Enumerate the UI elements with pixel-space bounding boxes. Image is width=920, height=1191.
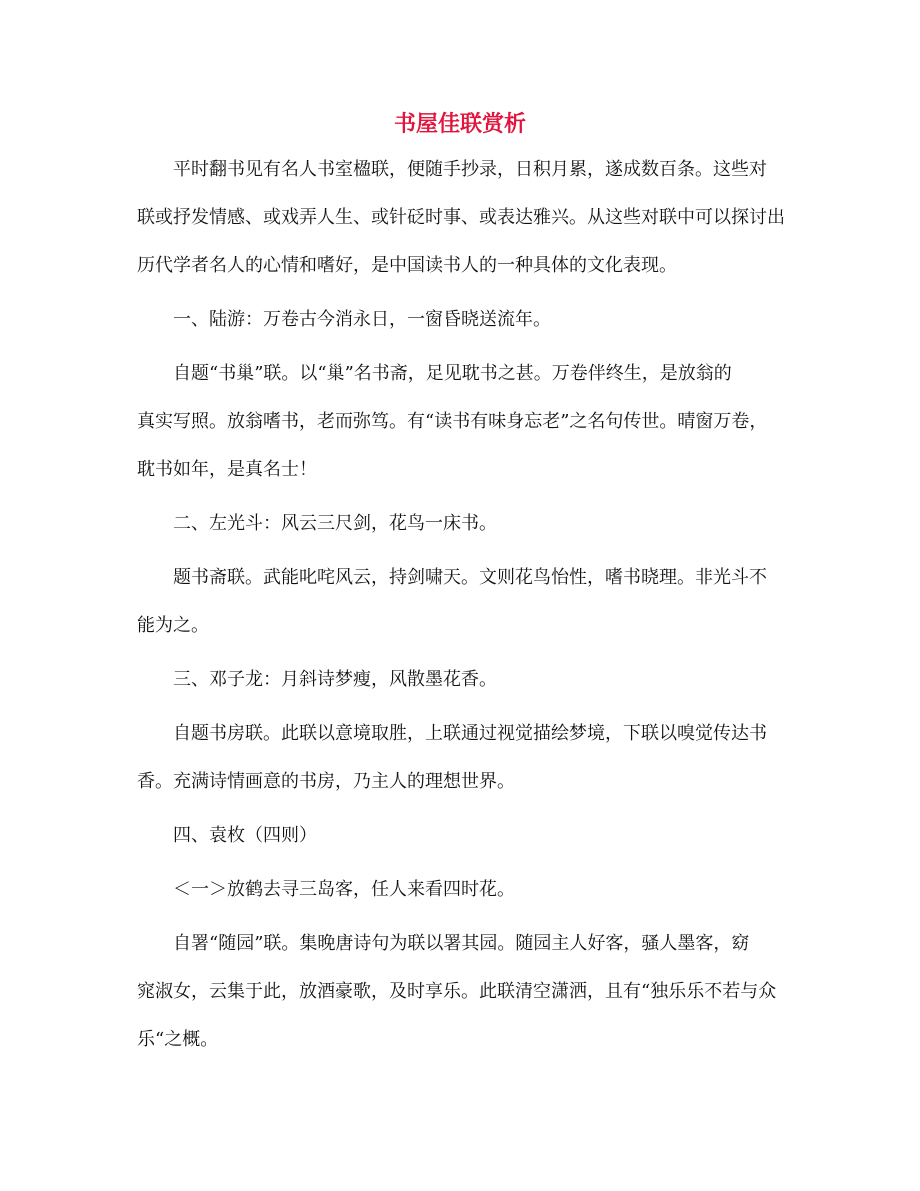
document-title: 书屋佳联赏析 [393, 112, 526, 137]
text-line: 平时翻书见有名人书室楹联，便随手抄录，日积月累，遂成数百条。这些对 [173, 159, 767, 180]
paragraph-yuan-mei-1 [137, 920, 797, 1064]
text-line: 二、左光斗：风云三尺剑，花鸟一床书。 [173, 513, 497, 534]
text-line: 一、陆游：万卷古今消永日，一窗昏晓送流年。 [173, 309, 551, 330]
text-line: ＜一＞放鹤去寻三岛客，任人来看四时花。 [173, 879, 515, 900]
text-line: 自署“随园”联。集晚唐诗句为联以署其园。随园主人好客，骚人墨客，窈 [173, 933, 750, 954]
text-line: 能为之。 [137, 615, 209, 636]
text-line: 窕淑女，云集于此，放酒豪歌，及时享乐。此联清空潇洒，且有“独乐乐不若与众 [137, 981, 777, 1002]
text-line: 三、邓子龙：月斜诗梦瘦，风散墨花香。 [173, 669, 497, 690]
paragraph-intro [137, 146, 797, 290]
text-line: 自题书房联。此联以意境取胜，上联通过视觉描绘梦境，下联以嗅觉传达书 [173, 723, 767, 744]
text-line: 四、袁枚（四则） [173, 825, 317, 846]
text-line: 题书斋联。武能叱咤风云，持剑啸天。文则花鸟怡性，嗜书晓理。非光斗不 [173, 567, 767, 588]
text-line: 真实写照。放翁嗜书，老而弥笃。有“读书有味身忘老”之名句传世。晴窗万卷， [137, 411, 768, 432]
text-line: 联或抒发情感、或戏弄人生、或针砭时事、或表达雅兴。从这些对联中可以探讨出 [137, 207, 785, 228]
heading-deng-zilong [137, 656, 797, 704]
heading-lu-you [137, 296, 797, 344]
paragraph-lu-you [137, 350, 797, 494]
paragraph-deng-zilong [137, 710, 797, 806]
paragraph-zuo-guangdou [137, 554, 797, 650]
text-line: 历代学者名人的心情和嗜好，是中国读书人的一种具体的文化表现。 [137, 255, 677, 276]
text-line: 香。充满诗情画意的书房，乃主人的理想世界。 [137, 771, 515, 792]
heading-zuo-guangdou [137, 500, 797, 548]
text-line: 自题“书巢”联。以“巢”名书斋，足见耽书之甚。万卷伴终生，是放翁的 [173, 363, 732, 384]
document-body [137, 146, 797, 1064]
heading-yuan-mei [137, 812, 797, 860]
text-line: 耽书如年，是真名士！ [137, 459, 317, 480]
subheading-yuan-mei-1 [137, 866, 797, 914]
text-line: 乐“之概。 [137, 1029, 219, 1050]
